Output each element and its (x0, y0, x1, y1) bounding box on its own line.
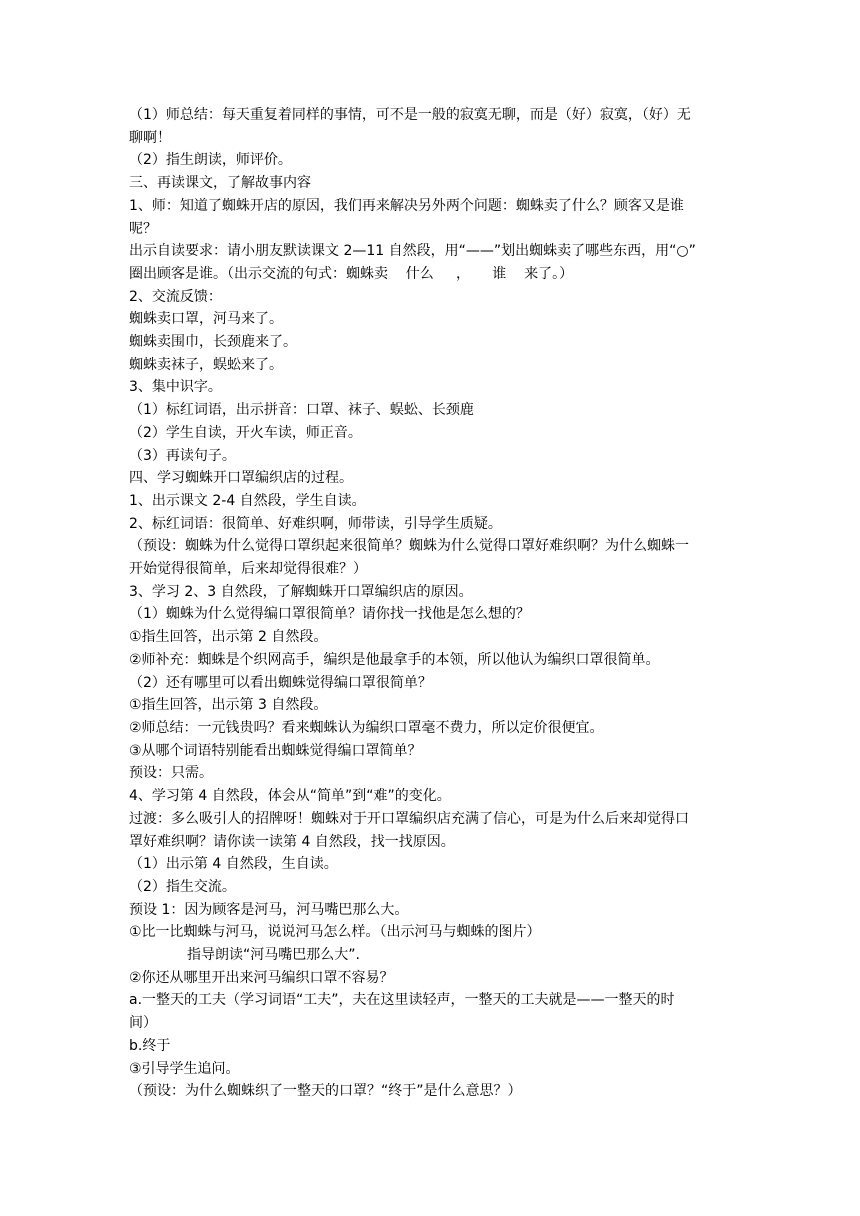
text-line: 出示自读要求：请小朋友默读课文 2—11 自然段，用“——”划出蜘蛛卖了哪些东西，用“○” (129, 243, 696, 260)
text-line: 蜘蛛卖围巾，长颈鹿来了。 (129, 334, 297, 351)
text-line: 1、师：知道了蜘蛛开店的原因，我们再来解决另外两个问题：蜘蛛卖了什么？顾客又是谁 (129, 197, 684, 214)
text-line: 过渡：多么吸引人的招牌呀！蜘蛛对于开口罩编织店充满了信心，可是为什么后来却觉得口 (129, 810, 689, 827)
text-line: ③从哪个词语特别能看出蜘蛛觉得编口罩简单？ (129, 742, 422, 759)
text-line: 开始觉得很简单，后来却觉得很难？） (129, 561, 367, 578)
text-line: ①指生回答，出示第 2 自然段。 (129, 629, 328, 646)
text-line: ②师补充：蜘蛛是个织网高手，编织是他最拿手的本领，所以他认为编织口罩很简单。 (129, 651, 660, 668)
text-line: 预设 1：因为顾客是河马，河马嘴巴那么大。 (129, 901, 409, 918)
text-line: ③引导学生追问。 (129, 1060, 240, 1077)
text-line: 聊啊！ (129, 129, 171, 146)
text-line: 2、标红词语：很简单、好难织啊，师带读，引导学生质疑。 (129, 515, 502, 532)
text-line: （预设：为什么蜘蛛织了一整天的口罩？“终于”是什么意思？） (129, 1083, 522, 1100)
text-line: 3、集中识字。 (129, 379, 222, 396)
text-line: （1）师总结：每天重复着同样的事情，可不是一般的寂寞无聊，而是（好）寂寞，（好）无 (129, 107, 691, 123)
text-line-indented: 指导朗读“河马嘴巴那么大”. (187, 947, 360, 964)
section-heading: 三、再读课文，了解故事内容 (129, 175, 311, 192)
text-line: a.一整天的工夫（学习词语“工夫”，夫在这里读轻声，一整天的工夫就是——一整天的时 (129, 992, 675, 1009)
text-line: 1、出示课文 2-4 自然段，学生自读。 (129, 492, 366, 509)
text-line: （1）出示第 4 自然段，生自读。 (129, 856, 338, 873)
text-line: （1）标红词语，出示拼音：口罩、袜子、蜈蚣、长颈鹿 (129, 402, 474, 419)
text-line: （3）再读句子。 (129, 447, 236, 464)
text-line: （2）还有哪里可以看出蜘蛛觉得编口罩很简单？ (129, 674, 432, 691)
text-line: ①指生回答，出示第 3 自然段。 (129, 697, 328, 714)
text-line: ②师总结：一元钱贵吗？看来蜘蛛认为编织口罩毫不费力，所以定价很便宜。 (129, 719, 604, 736)
text-line: （2）指生交流。 (129, 878, 236, 895)
text-line: 4、学习第 4 自然段，体会从“简单”到“难”的变化。 (129, 788, 451, 805)
text-line: 蜘蛛卖口罩，河马来了。 (129, 311, 283, 328)
text-line: （2）指生朗读，师评价。 (129, 152, 292, 169)
text-line: （1）蜘蛛为什么觉得编口罩很简单？请你找一找他是怎么想的？ (129, 606, 530, 623)
text-line: （预设：蜘蛛为什么觉得口罩织起来很简单？蜘蛛为什么觉得口罩好难织啊？为什么蜘蛛一 (129, 538, 689, 555)
text-line: 罩好难织啊？请你读一读第 4 自然段，找一找原因。 (129, 833, 455, 850)
text-line: 3、学习 2、3 自然段，了解蜘蛛开口罩编织店的原因。 (129, 583, 473, 600)
text-line: 2、交流反馈： (129, 288, 222, 305)
text-line: 间） (129, 1015, 157, 1032)
text-line: 呢？ (129, 220, 157, 237)
section-heading: 四、学习蜘蛛开口罩编织店的过程。 (129, 470, 353, 487)
document-body (129, 104, 734, 1103)
text-line: ②你还从哪里开出来河马编织口罩不容易？ (129, 969, 394, 986)
text-line: 圈出顾客是谁。（出示交流的句式：蜘蛛卖 什么 ， 谁 来了。） (129, 265, 574, 282)
text-line: ①比一比蜘蛛与河马，说说河马怎么样。（出示河马与蜘蛛的图片） (129, 924, 541, 941)
text-line: （2）学生自读，开火车读，师正音。 (129, 424, 362, 441)
text-line: 蜘蛛卖袜子，蜈蚣来了。 (129, 356, 283, 373)
text-line: 预设：只需。 (129, 765, 213, 782)
text-line: b.终于 (129, 1037, 171, 1054)
